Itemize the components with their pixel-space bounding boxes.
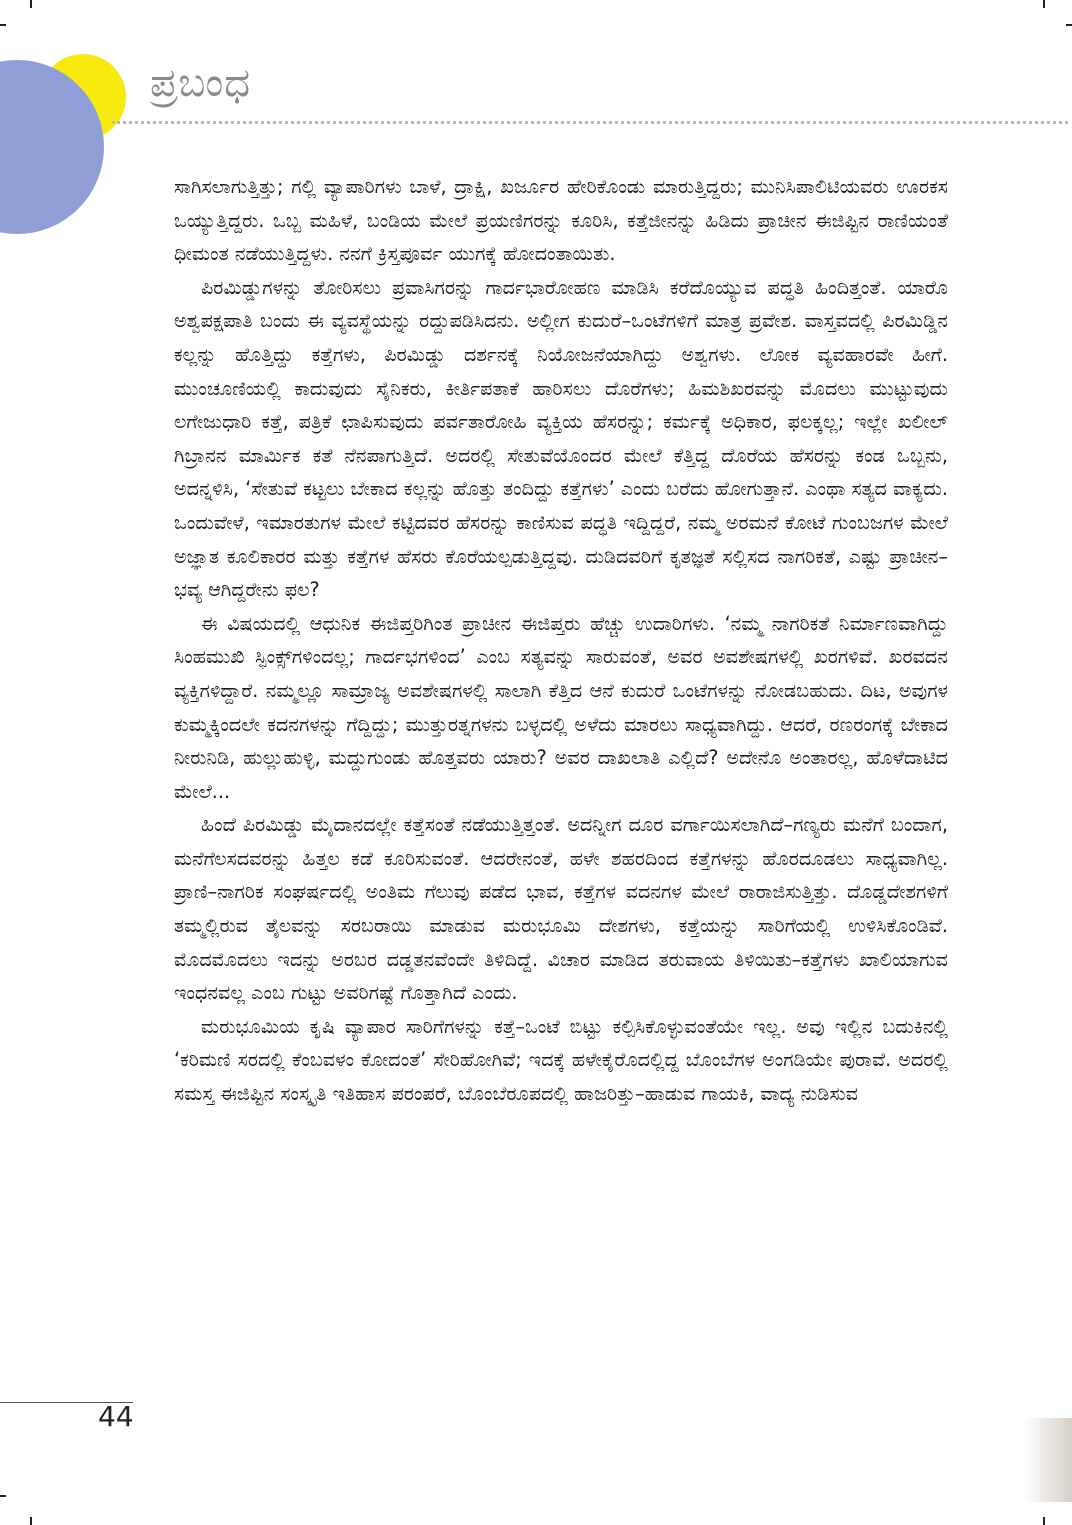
paragraph-5: ಮರುಭೂಮಿಯ ಕೃಷಿ ವ್ಯಾಪಾರ ಸಾರಿಗೆಗಳನ್ನು ಕತ್ತೆ–ಒಂಟೆ ಬಿಟ್ಟು ಕಲ್ಪಿಸಿಕೊಳ್ಳುವಂತೆಯೇ ಇಲ್ಲ. ಅವು ಇಲ್ಲಿನ ಬದುಕಿನಲ್ಲಿ ‘ಕರಿಮಣಿ ಸರದಲ್ಲಿ ಕೆಂಬವಳಂ ಕೋದಂತೆ’ ಸೇರಿಹೋಗಿವೆ; ಇದಕ್ಕೆ ಹಳೇಕೈರೊದಲ್ಲಿದ್ದ ಬೊಂಬೆಗಳ ಅಂಗಡಿಯೇ ಪುರಾವೆ. ಅದರಲ್ಲಿ ಸಮಸ್ತ ಈಜಿಪ್ಟಿನ ಸಂಸ್ಕೃತಿ ಇತಿಹಾಸ ಪರಂಪರೆ, ಬೊಂಬೆರೂಪದಲ್ಲಿ ಹಾಜರಿತ್ತು–ಹಾಡುವ ಗಾಯಕಿ, ವಾದ್ಯ ನುಡಿಸುವ	[174, 1014, 948, 1106]
crop-mark-right-top	[1066, 24, 1072, 26]
crop-mark-left-top	[0, 24, 6, 26]
article-body	[174, 170, 948, 1111]
crop-mark-top-right	[1043, 0, 1045, 8]
crop-mark-left-bottom	[0, 1495, 6, 1497]
page-number: 44	[98, 1400, 134, 1433]
section-title: ಪ್ರಬಂಧ	[150, 60, 252, 106]
paragraph-2: ಪಿರಮಿಡ್ಡುಗಳನ್ನು ತೋರಿಸಲು ಪ್ರವಾಸಿಗರನ್ನು ಗಾರ್ದಭಾರೋಹಣ ಮಾಡಿಸಿ ಕರೆದೊಯ್ಯುವ ಪದ್ಧತಿ ಹಿಂದಿತ್ತಂತೆ. ಯಾರೊ ಅಶ್ವಪಕ್ಷಪಾತಿ ಬಂದು ಈ ವ್ಯವಸ್ಥೆಯನ್ನು ರದ್ದುಪಡಿಸಿದನು. ಅಲ್ಲೀಗ ಕುದುರೆ–ಒಂಟೆಗಳಿಗೆ ಮಾತ್ರ ಪ್ರವೇಶ. ವಾಸ್ತವದಲ್ಲಿ ಪಿರಮಿಡ್ಡಿನ ಕಲ್ಲನ್ನು ಹೊತ್ತಿದ್ದು ಕತ್ತೆಗಳು, ಪಿರಮಿಡ್ಡು ದರ್ಶನಕ್ಕೆ ನಿಯೋಜನೆಯಾಗಿದ್ದು ಅಶ್ವಗಳು. ಲೋಕ ವ್ಯವಹಾರವೇ ಹೀಗೆ. ಮುಂಚೂಣಿಯಲ್ಲಿ ಕಾದುವುದು ಸೈನಿಕರು, ಕೀರ್ತಿಪತಾಕೆ ಹಾರಿಸಲು ದೊರೆಗಳು; ಹಿಮಶಿಖರವನ್ನು ಮೊದಲು ಮುಟ್ಟುವುದು ಲಗೇಜುಧಾರಿ ಕತ್ತೆ, ಪತ್ರಿಕೆ ಛಾಪಿಸುವುದು ಪರ್ವತಾರೋಹಿ ವ್ಯಕ್ತಿಯ ಹೆಸರನ್ನು; ಕರ್ಮಕ್ಕೆ ಅಧಿಕಾರ, ಫಲಕ್ಕಲ್ಲ; ಇಲ್ಲೇ ಖಲೀಲ್ ಗಿಬ್ರಾನನ ಮಾರ್ಮಿಕ ಕತೆ ನೆನಪಾಗುತ್ತಿದೆ. ಅದರಲ್ಲಿ ಸೇತುವೆಯೊಂದರ ಮೇಲೆ ಕೆತ್ತಿದ್ದ ದೊರೆಯ ಹೆಸರನ್ನು ಕಂಡ ಒಬ್ಬನು, ಅದನ್ನಳಿಸಿ, ‘ಸೇತುವೆ ಕಟ್ಟಲು ಬೇಕಾದ ಕಲ್ಲನ್ನು ಹೊತ್ತು ತಂದಿದ್ದು ಕತ್ತೆಗಳು’ ಎಂದು ಬರೆದು ಹೋಗುತ್ತಾನೆ. ಎಂಥಾ ಸತ್ಯದ ವಾಕ್ಯದು. ಒಂದುವೇಳೆ, ಇಮಾರತುಗಳ ಮೇಲೆ ಕಟ್ಟಿದವರ ಹೆಸರನ್ನು ಕಾಣಿಸುವ ಪದ್ಧತಿ ಇದ್ದಿದ್ದರೆ, ನಮ್ಮ ಅರಮನೆ ಕೋಟೆ ಗುಂಬಜಗಳ ಮೇಲೆ ಅಜ್ಞಾತ ಕೂಲಿಕಾರರ ಮತ್ತು ಕತ್ತೆಗಳ ಹೆಸರು ಕೊರೆಯಲ್ಪಡುತ್ತಿದ್ದವು. ದುಡಿದವರಿಗೆ ಕೃತಜ್ಞತೆ ಸಲ್ಲಿಸದ ನಾಗರಿಕತೆ, ಎಷ್ಟು ಪ್ರಾಚೀನ–ಭವ್ಯ ಆಗಿದ್ದರೇನು ಫಲ?	[174, 275, 948, 602]
crop-mark-top-left	[30, 0, 32, 8]
header-dotted-rule	[112, 121, 1068, 124]
page-corner-shadow	[1024, 1418, 1072, 1502]
paragraph-1: ಸಾಗಿಸಲಾಗುತ್ತಿತ್ತು; ಗಲ್ಲಿ ವ್ಯಾಪಾರಿಗಳು ಬಾಳೆ, ದ್ರಾಕ್ಷಿ, ಖರ್ಜೂರ ಹೇರಿಕೊಂಡು ಮಾರುತ್ತಿದ್ದರು; ಮುನಿಸಿಪಾಲಿಟಿಯವರು ಊರಕಸ ಒಯ್ಯುತ್ತಿದ್ದರು. ಒಬ್ಬ ಮಹಿಳೆ, ಬಂಡಿಯ ಮೇಲೆ ಪ್ರಯಣಿಗರನ್ನು ಕೂರಿಸಿ, ಕತ್ತೆಜೀನನ್ನು ಹಿಡಿದು ಪ್ರಾಚೀನ ಈಜಿಪ್ಟಿನ ರಾಣಿಯಂತೆ ಧೀಮಂತ ನಡೆಯುತ್ತಿದ್ದಳು. ನನಗೆ ಕ್ರಿಸ್ತಪೂರ್ವ ಯುಗಕ್ಕೆ ಹೋದಂತಾಯಿತು.	[174, 175, 948, 266]
paragraph-4: ಹಿಂದೆ ಪಿರಮಿಡ್ಡು ಮೈದಾನದಲ್ಲೇ ಕತ್ತೆಸಂತೆ ನಡೆಯುತ್ತಿತ್ತಂತೆ. ಅದನ್ನೀಗ ದೂರ ವರ್ಗಾಯಿಸಲಾಗಿದೆ–ಗಣ್ಯರು ಮನೆಗೆ ಬಂದಾಗ, ಮನೆಗೆಲಸದವರನ್ನು ಹಿತ್ತಲ ಕಡೆ ಕೂರಿಸುವಂತೆ. ಆದರೇನಂತೆ, ಹಳೇ ಶಹರದಿಂದ ಕತ್ತೆಗಳನ್ನು ಹೊರದೂಡಲು ಸಾಧ್ಯವಾಗಿಲ್ಲ. ಪ್ರಾಣಿ–ನಾಗರಿಕ ಸಂಘರ್ಷದಲ್ಲಿ ಅಂತಿಮ ಗೆಲುವು ಪಡೆದ ಭಾವ, ಕತ್ತೆಗಳ ವದನಗಳ ಮೇಲೆ ರಾರಾಜಿಸುತ್ತಿತ್ತು. ದೊಡ್ಡದೇಶಗಳಿಗೆ ತಮ್ಮಲ್ಲಿರುವ ತೈಲವನ್ನು ಸರಬರಾಯಿ ಮಾಡುವ ಮರುಭೂಮಿ ದೇಶಗಳು, ಕತ್ತೆಯನ್ನು ಸಾರಿಗೆಯಲ್ಲಿ ಉಳಿಸಿಕೊಂಡಿವೆ. ಮೊದಮೊದಲು ಇದನ್ನು ಅರಬರ ದಡ್ಡತನವೆಂದೇ ತಿಳಿದಿದ್ದೆ. ವಿಚಾರ ಮಾಡಿದ ತರುವಾಯ ತಿಳಿಯಿತು–ಕತ್ತೆಗಳು ಖಾಲಿಯಾಗುವ ಇಂಧನವಲ್ಲ ಎಂಬ ಗುಟ್ಟು ಅವರಿಗಷ್ಟೆ ಗೊತ್ತಾಗಿದೆ ಎಂದು.	[174, 813, 948, 1005]
crop-mark-bottom-left	[30, 1517, 32, 1525]
paragraph-3: ಈ ವಿಷಯದಲ್ಲಿ ಆಧುನಿಕ ಈಜಿಪ್ತರಿಗಿಂತ ಪ್ರಾಚೀನ ಈಜಿಪ್ತರು ಹೆಚ್ಚು ಉದಾರಿಗಳು. ‘ನಮ್ಮ ನಾಗರಿಕತೆ ನಿರ್ಮಾಣವಾಗಿದ್ದು ಸಿಂಹಮುಖಿ ಸ್ಫಿಂಕ್ಸ್‌ಗಳಿಂದಲ್ಲ; ಗಾರ್ದಭಗಳಿಂದ’ ಎಂಬ ಸತ್ಯವನ್ನು ಸಾರುವಂತೆ, ಅವರ ಅವಶೇಷಗಳಲ್ಲಿ ಖರಗಳಿವೆ. ಖರವದನ ವ್ಯಕ್ತಿಗಳಿದ್ದಾರೆ. ನಮ್ಮಲ್ಲೂ ಸಾಮ್ರಾಜ್ಯ ಅವಶೇಷಗಳಲ್ಲಿ ಸಾಲಾಗಿ ಕೆತ್ತಿದ ಆನೆ ಕುದುರೆ ಒಂಟೆಗಳನ್ನು ನೋಡಬಹುದು. ದಿಟ, ಅವುಗಳ ಕುಮ್ಮಕ್ಕಿಂದಲೇ ಕದನಗಳನ್ನು ಗೆದ್ದಿದ್ದು; ಮುತ್ತುರತ್ನಗಳನು ಬಳ್ಳದಲ್ಲಿ ಅಳೆದು ಮಾರಲು ಸಾಧ್ಯವಾಗಿದ್ದು. ಆದರೆ, ರಣರಂಗಕ್ಕೆ ಬೇಕಾದ ನೀರುನಿಡಿ, ಹುಲ್ಲುಹುಳ್ಳಿ, ಮದ್ದುಗುಂಡು ಹೊತ್ತವರು ಯಾರು? ಅವರ ದಾಖಲಾತಿ ಎಲ್ಲಿದೆ? ಅದೇನೊ ಅಂತಾರಲ್ಲ, ಹೊಳೆದಾಟಿದ ಮೇಲೆ...	[174, 611, 948, 803]
crop-mark-bottom-right	[1043, 1517, 1045, 1525]
